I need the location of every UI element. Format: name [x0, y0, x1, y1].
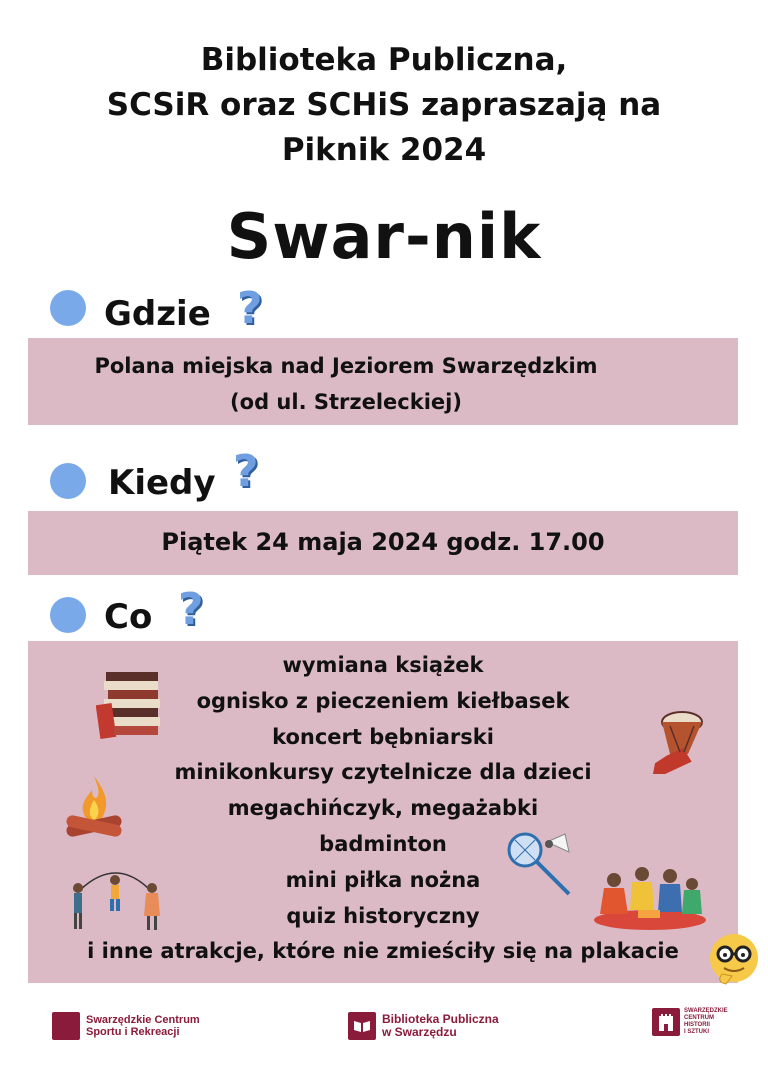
logo-scsir-line-2: Sportu i Rekreacji: [86, 1026, 180, 1038]
where-label: Gdzie: [104, 294, 211, 334]
bullet-icon: [50, 463, 86, 499]
list-item: megachińczyk, megażabki: [227, 796, 539, 821]
list-item: koncert bębniarski: [272, 724, 494, 749]
question-mark-icon: ?: [178, 584, 204, 635]
drum-icon: [642, 706, 706, 774]
where-line-2: (od ul. Strzeleckiej): [230, 390, 462, 414]
badminton-icon: [503, 828, 575, 900]
book-logo-icon: [348, 1012, 376, 1040]
question-mark-icon: ?: [237, 283, 263, 334]
what-label: Co: [104, 597, 153, 637]
campfire-icon: [62, 770, 126, 842]
logo-biblioteka-line-2: w Swarzędzu: [382, 1025, 457, 1039]
scsir-logo-icon: [52, 1012, 80, 1040]
intro-heading: [0, 38, 768, 173]
logo-schis: [652, 1008, 728, 1036]
emoji-glasses-icon: [706, 930, 762, 986]
logo-schis-line-1: SWARZĘDZKIE: [684, 1008, 728, 1014]
list-item: quiz historyczny: [286, 903, 480, 928]
books-stack-icon: [96, 668, 166, 740]
list-item: ognisko z pieczeniem kiełbasek: [196, 688, 570, 713]
list-item: minikonkursy czytelnicze dla dzieci: [174, 760, 592, 785]
where-line-1: Polana miejska nad Jeziorem Swarzędzkim: [94, 354, 598, 378]
intro-line-1: Biblioteka Publiczna,: [200, 42, 568, 78]
logo-scsir: [52, 1012, 200, 1040]
list-item: i inne atrakcje, które nie zmieściły się na plakacie: [87, 939, 679, 964]
jump-rope-kids-icon: [68, 862, 164, 934]
intro-line-3: Piknik 2024: [281, 132, 487, 168]
bullet-icon: [50, 290, 86, 326]
tower-logo-icon: [652, 1008, 680, 1036]
list-item: mini piłka nożna: [285, 867, 481, 892]
logo-biblioteka-line-1: Biblioteka Publiczna: [382, 1012, 499, 1026]
where-box: [28, 338, 738, 425]
event-title: Swar-nik: [226, 200, 542, 273]
when-label: Kiedy: [108, 463, 216, 503]
logo-scsir-line-1: Swarzędzkie Centrum: [86, 1014, 200, 1026]
bullet-icon: [50, 597, 86, 633]
logo-schis-line-3: HISTORII: [684, 1022, 710, 1028]
logo-schis-line-2: CENTRUM: [684, 1015, 714, 1021]
list-item: badminton: [319, 831, 447, 856]
picnic-icon: [590, 862, 710, 932]
intro-line-2: SCSiR oraz SCHiS zapraszają na: [106, 87, 662, 123]
logo-biblioteka: [348, 1012, 499, 1040]
when-text: Piątek 24 maja 2024 godz. 17.00: [161, 528, 605, 556]
logo-schis-line-4: I SZTUKI: [684, 1029, 709, 1035]
when-box: [28, 511, 738, 575]
list-item: wymiana książek: [282, 653, 484, 677]
question-mark-icon: ?: [233, 446, 259, 497]
